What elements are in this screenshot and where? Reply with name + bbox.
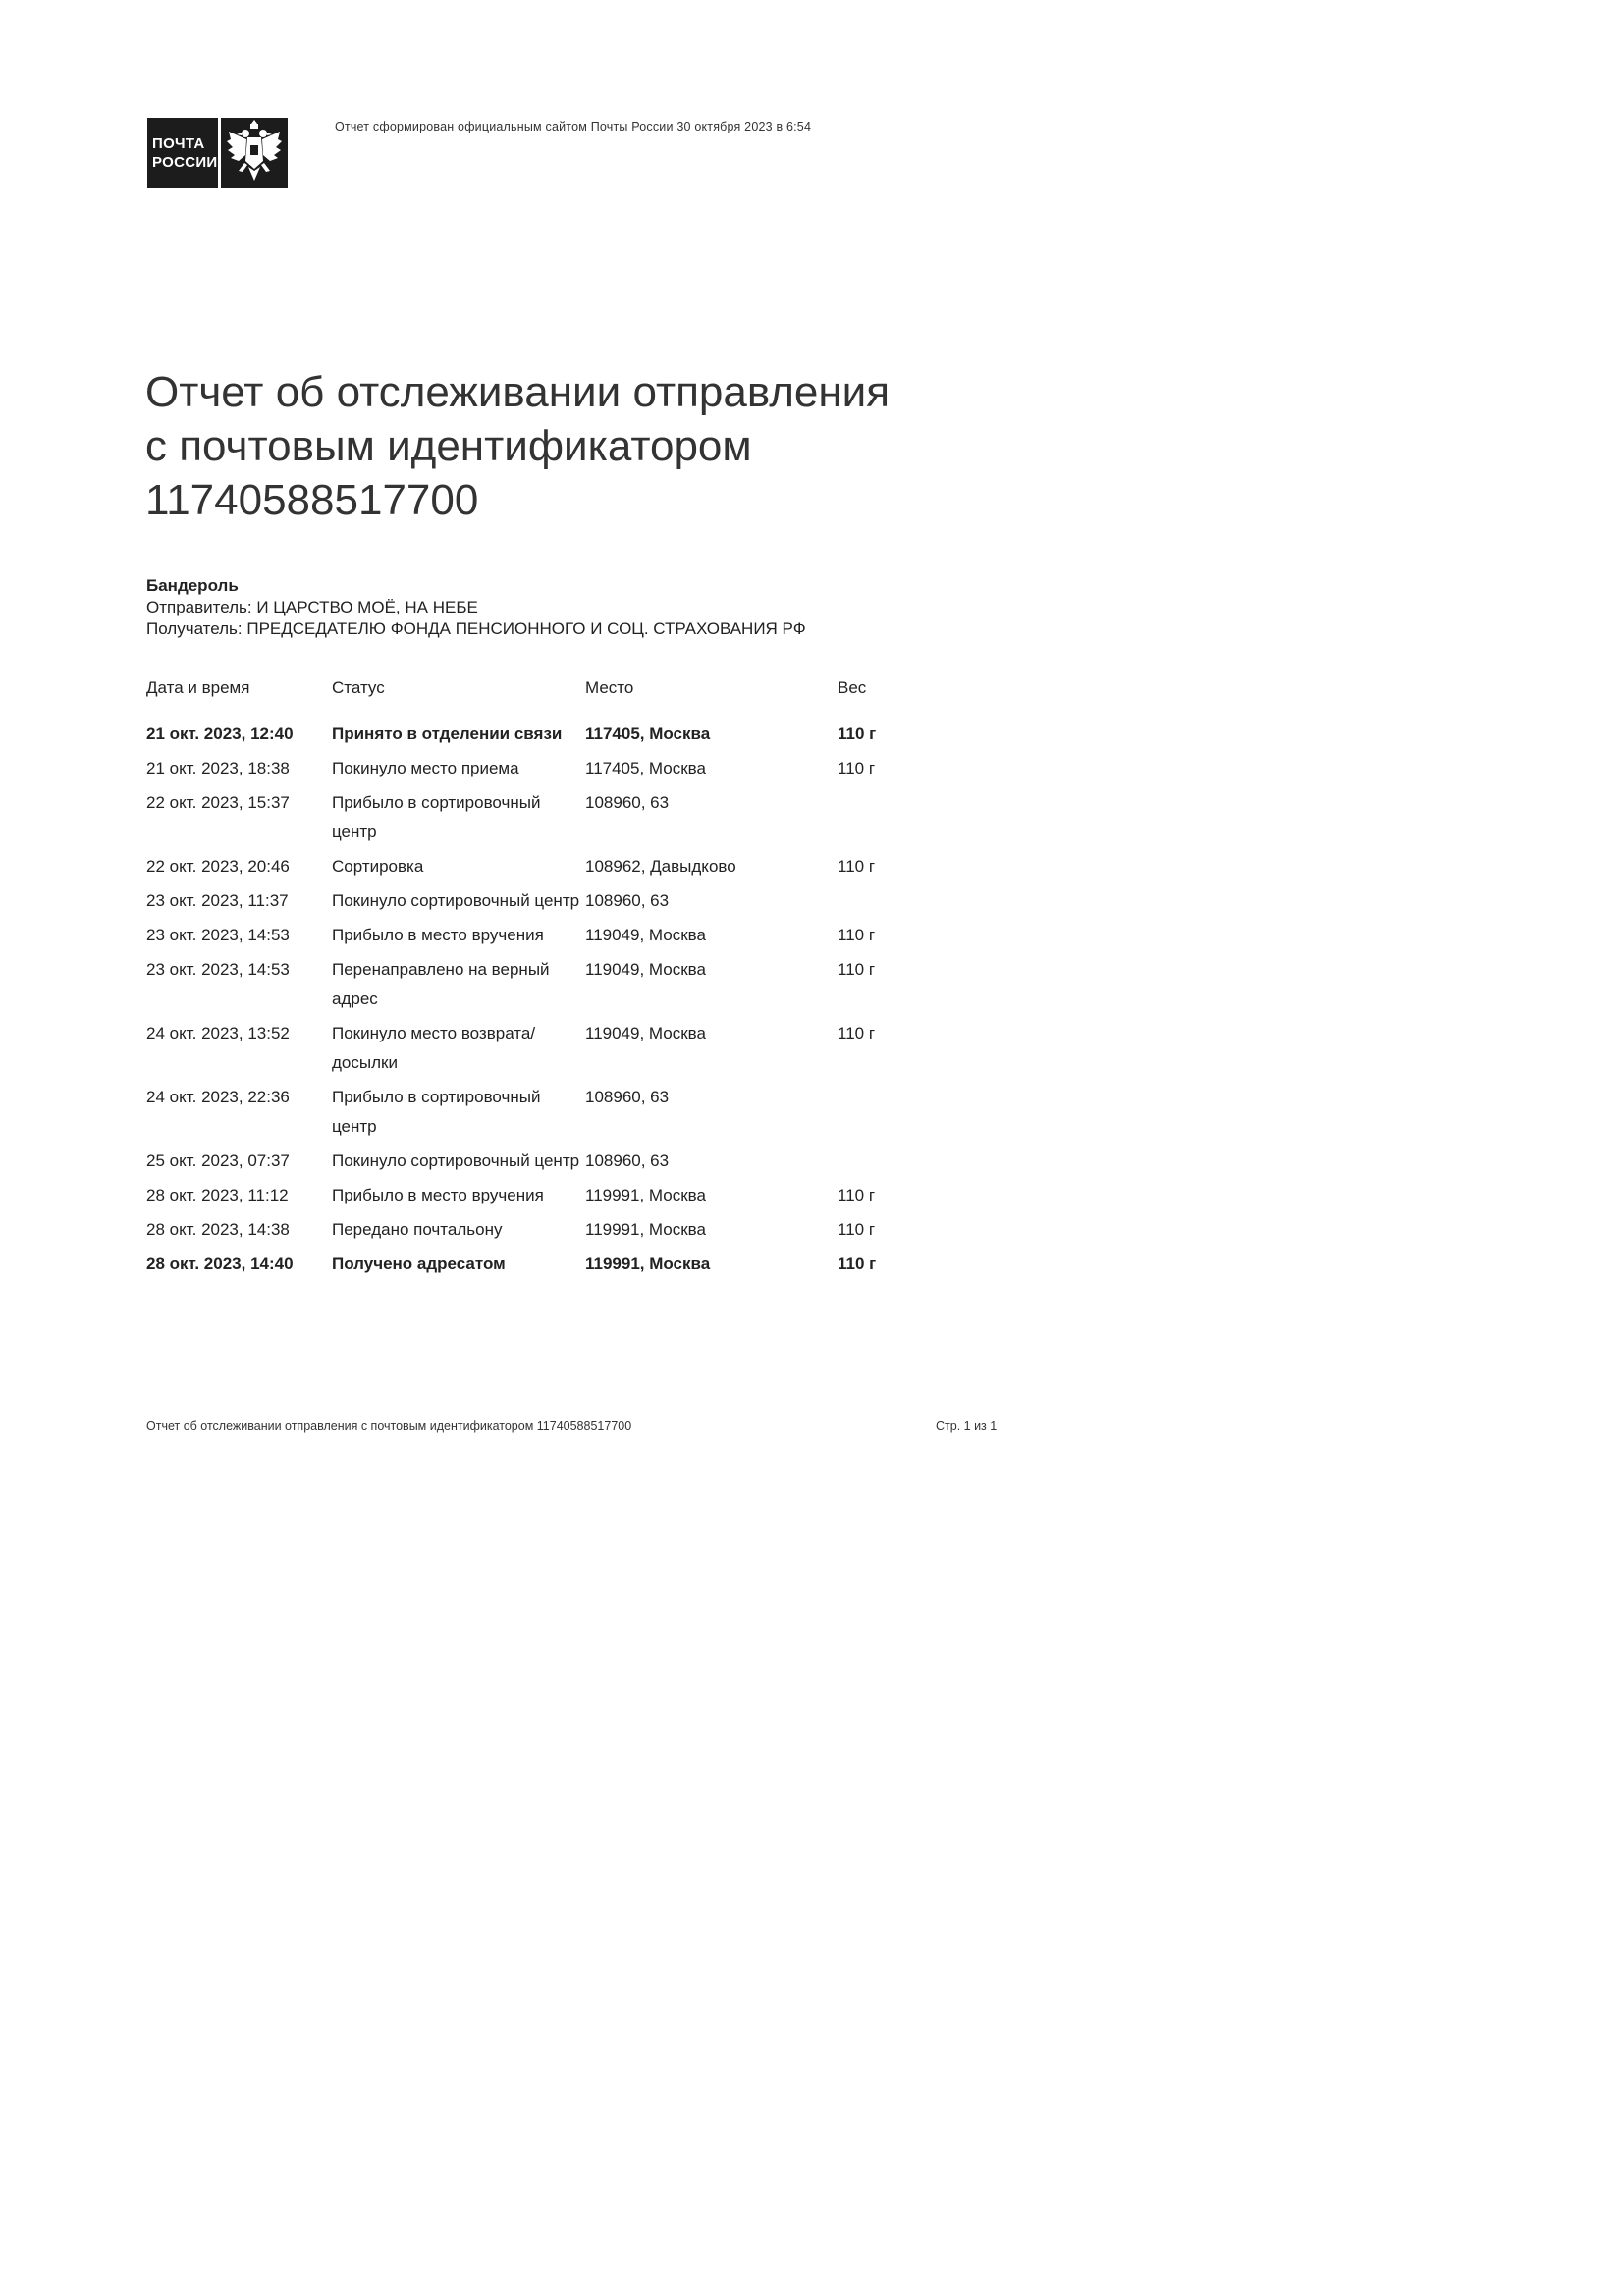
double-headed-eagle-icon (221, 118, 288, 188)
cell-date: 23 окт. 2023, 14:53 (146, 926, 290, 944)
cell-place: 119049, Москва (585, 1024, 706, 1042)
shipment-info (146, 575, 806, 640)
table-header-row (146, 678, 916, 718)
cell-status: Покинуло место приема (332, 759, 519, 777)
cell-place: 119049, Москва (585, 960, 706, 979)
cell-date: 21 окт. 2023, 12:40 (146, 724, 294, 743)
cell-date: 23 окт. 2023, 11:37 (146, 891, 289, 910)
logo-wordmark (147, 118, 218, 188)
cell-weight: 110 г (838, 926, 876, 944)
cell-status: Покинуло сортировочный центр (332, 1151, 580, 1170)
table-row (146, 953, 916, 1017)
cell-date: 24 окт. 2023, 13:52 (146, 1024, 290, 1042)
cell-weight: 110 г (838, 1024, 876, 1042)
cell-weight: 110 г (838, 1186, 876, 1204)
cell-place: 117405, Москва (585, 759, 706, 777)
cell-status: Передано почтальону (332, 1220, 503, 1239)
cell-weight (838, 1145, 916, 1179)
tracking-events-table (146, 678, 916, 1282)
shipment-type: Бандероль (146, 576, 239, 595)
cell-place: 108962, Давыдково (585, 857, 736, 876)
report-generated-note: Отчет сформирован официальным сайтом Почты России 30 октября 2023 в 6:54 (335, 120, 812, 133)
header-place: Место (585, 678, 634, 697)
table-row (146, 718, 916, 752)
cell-weight: 110 г (838, 960, 876, 979)
cell-date: 28 окт. 2023, 14:38 (146, 1220, 290, 1239)
cell-weight (838, 884, 916, 919)
cell-status: Перенаправлено на верный адрес (332, 960, 550, 1008)
cell-status: Прибыло в место вручения (332, 1186, 544, 1204)
table-row (146, 752, 916, 786)
cell-date: 28 окт. 2023, 14:40 (146, 1255, 294, 1273)
cell-status: Сортировка (332, 857, 424, 876)
cell-weight: 110 г (838, 1220, 876, 1239)
cell-weight: 110 г (838, 759, 876, 777)
cell-place: 119049, Москва (585, 926, 706, 944)
cell-date: 21 окт. 2023, 18:38 (146, 759, 290, 777)
table-row (146, 850, 916, 884)
table-row (146, 1248, 916, 1282)
tracking-events-body (146, 718, 916, 1282)
table-row (146, 786, 916, 850)
cell-date: 25 окт. 2023, 07:37 (146, 1151, 290, 1170)
table-row (146, 1017, 916, 1081)
cell-place: 119991, Москва (585, 1255, 711, 1273)
shipment-recipient: Получатель: ПРЕДСЕДАТЕЛЮ ФОНДА ПЕНСИОННОГО И СОЦ. СТРАХОВАНИЯ РФ (146, 619, 806, 638)
cell-place: 119991, Москва (585, 1220, 706, 1239)
table-row (146, 1145, 916, 1179)
table-row (146, 1081, 916, 1145)
cell-status: Принято в отделении связи (332, 724, 563, 743)
footer-page-number: Стр. 1 из 1 (936, 1419, 998, 1433)
cell-date: 24 окт. 2023, 22:36 (146, 1088, 290, 1106)
footer-report-title: Отчет об отслеживании отправления с почтовым идентификатором 11740588517700 (146, 1419, 632, 1433)
title-line-2: с почтовым идентификатором (145, 422, 752, 470)
cell-weight: 110 г (838, 1255, 877, 1273)
cell-place: 108960, 63 (585, 1151, 670, 1170)
cell-status: Покинуло место возврата/ досылки (332, 1024, 536, 1072)
cell-status: Прибыло в сортировочный центр (332, 793, 541, 841)
title-line-1: Отчет об отслеживании отправления (145, 368, 891, 416)
cell-date: 23 окт. 2023, 14:53 (146, 960, 290, 979)
russian-post-logo (147, 118, 288, 188)
cell-place: 119991, Москва (585, 1186, 706, 1204)
header-status: Статус (332, 678, 385, 697)
cell-weight (838, 1081, 916, 1145)
cell-weight: 110 г (838, 857, 876, 876)
logo-line-1: ПОЧТА (152, 135, 205, 152)
table-row (146, 884, 916, 919)
cell-date: 22 окт. 2023, 20:46 (146, 857, 290, 876)
cell-status: Получено адресатом (332, 1255, 506, 1273)
table-row (146, 1179, 916, 1213)
cell-status: Прибыло в сортировочный центр (332, 1088, 541, 1136)
cell-date: 22 окт. 2023, 15:37 (146, 793, 290, 812)
logo-line-2: РОССИИ (152, 154, 218, 171)
cell-place: 108960, 63 (585, 793, 670, 812)
cell-place: 108960, 63 (585, 891, 670, 910)
tracking-number: 11740588517700 (145, 476, 479, 524)
page-title (145, 365, 1029, 527)
cell-weight: 110 г (838, 724, 877, 743)
cell-status: Прибыло в место вручения (332, 926, 544, 944)
table-row (146, 919, 916, 953)
table-row (146, 1213, 916, 1248)
header-weight: Вес (838, 678, 867, 697)
cell-place: 117405, Москва (585, 724, 711, 743)
cell-place: 108960, 63 (585, 1088, 670, 1106)
cell-status: Покинуло сортировочный центр (332, 891, 580, 910)
header-date: Дата и время (146, 678, 250, 697)
cell-weight (838, 786, 916, 850)
shipment-sender: Отправитель: И ЦАРСТВО МОЁ, НА НЕБЕ (146, 598, 478, 616)
cell-date: 28 окт. 2023, 11:12 (146, 1186, 289, 1204)
